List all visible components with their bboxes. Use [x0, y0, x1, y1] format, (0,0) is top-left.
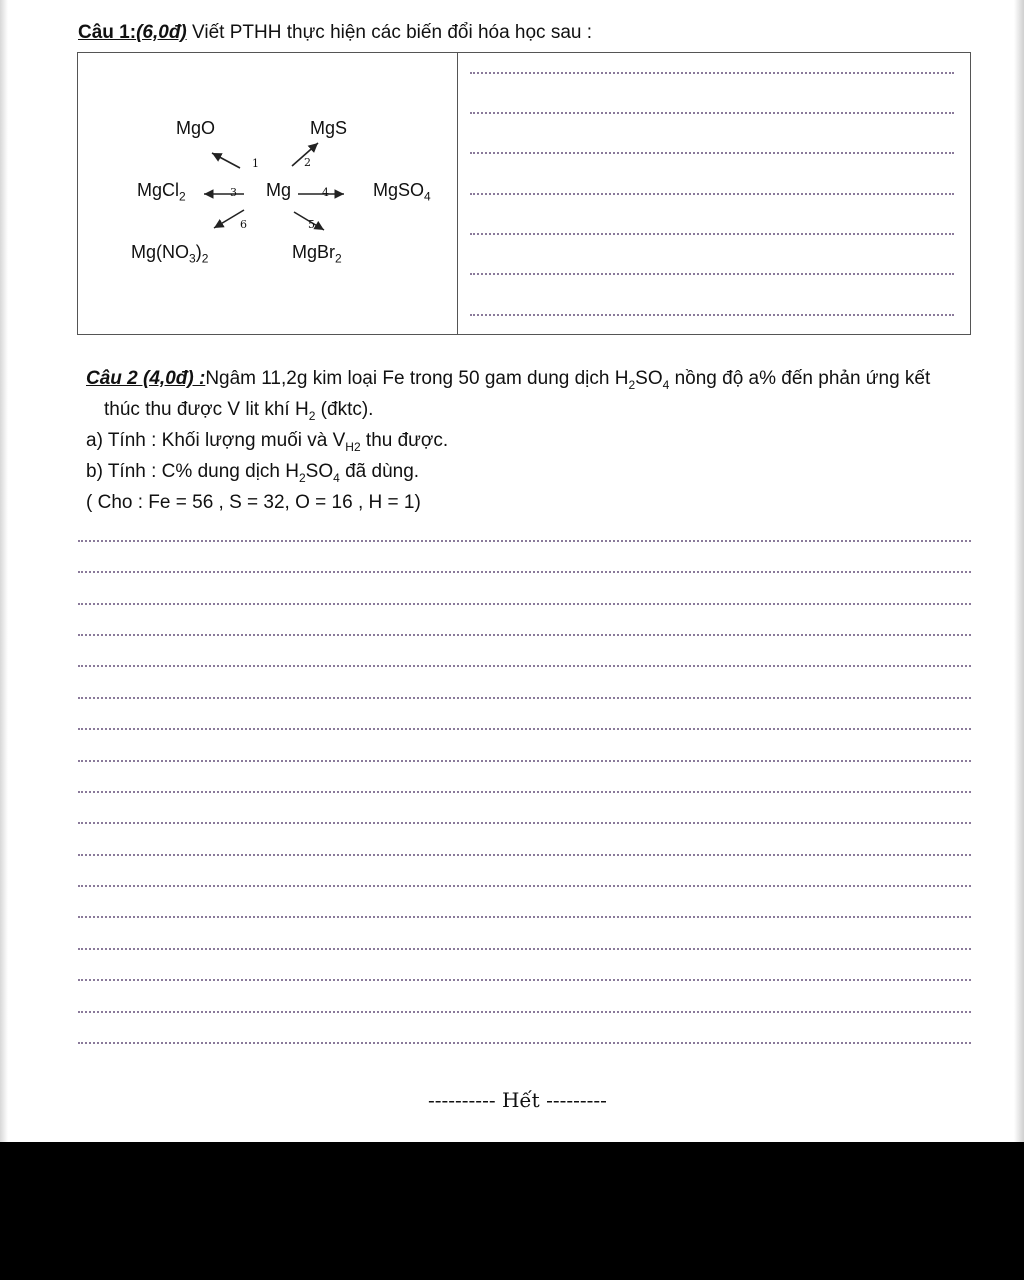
reaction-number-1: 1: [252, 157, 259, 170]
q2-answer-line: [78, 791, 971, 793]
reaction-arrows: [0, 0, 460, 340]
q2-part-a: a) Tính : Khối lượng muối và $V_{H2}$ thu được.: [86, 430, 449, 454]
q1-answer-line: [470, 112, 954, 114]
q2-answer-line: [78, 979, 971, 981]
reaction-number-6: 6: [240, 218, 247, 231]
chem-MgNO32: $Mg(NO_3)_2$: [131, 242, 209, 266]
q2-answer-line: [78, 1042, 971, 1044]
q2-answer-line: [78, 1011, 971, 1013]
end-dash-left: ----------: [428, 1088, 496, 1112]
q1-label: Câu 1:: [78, 22, 137, 43]
q2-given-values: ( Cho : Fe = 56 , S = 32, O = 16 , H = 1): [86, 492, 421, 513]
chem-MgBr2: MgBr$_2$: [292, 242, 342, 266]
q1-answer-line: [470, 273, 954, 275]
q1-score: (6,0đ): [136, 22, 187, 43]
q1-answer-line: [470, 314, 954, 316]
q2-answer-line: [78, 728, 971, 730]
q2-line-2: thúc thu được V lit khí $H_2$ (đktc).: [104, 399, 374, 423]
q2-answer-line: [78, 885, 971, 887]
chem-MgS: MgS: [310, 118, 348, 138]
q2-answer-line: [78, 540, 971, 542]
reaction-number-5: 5: [308, 218, 315, 231]
q2-answer-line: [78, 571, 971, 573]
q2-answer-line: [78, 854, 971, 856]
q2-answer-line: [78, 822, 971, 824]
reaction-number-4: 4: [322, 186, 329, 199]
q2-answer-line: [78, 760, 971, 762]
end-dash-right: ---------: [546, 1088, 607, 1112]
q2-label: Câu 2 (4,0đ) :: [86, 368, 206, 389]
q1-answer-line: [470, 152, 954, 154]
arrow-1-to-MgO: [212, 153, 240, 168]
chem-MgCl2: MgCl$_2$: [137, 180, 186, 204]
reaction-number-2: 2: [304, 156, 311, 169]
chem-Mg: Mg: [266, 180, 292, 200]
q2-answer-line: [78, 634, 971, 636]
q2-part-b: b) Tính : C% dung dịch $H_2SO_4$ đã dùng.: [86, 461, 420, 485]
q2-answer-line: [78, 665, 971, 667]
q1-text: Viết PTHH thực hiện các biến đổi hóa học sau :: [192, 22, 593, 43]
q2-answer-line: [78, 916, 971, 918]
chem-MgO: MgO: [176, 118, 216, 138]
reaction-number-3: 3: [230, 186, 237, 199]
q1-answer-line: [470, 72, 954, 74]
q2-answer-line: [78, 948, 971, 950]
chem-MgSO4: MgSO$_4$: [373, 180, 431, 204]
end-text: Hết: [501, 1088, 540, 1112]
q2-answer-line: [78, 603, 971, 605]
q2-answer-line: [78, 697, 971, 699]
page-edge-right: [1014, 0, 1024, 1142]
q1-answer-line: [470, 233, 954, 235]
q2-line-1: Câu 2 (4,0đ) :Ngâm 11,2g kim loại Fe trong 50 gam dung dịch $H_2SO_4$ nồng độ a% đến phản ứng kết: [86, 368, 931, 392]
end-marker: [428, 1088, 607, 1112]
q1-answer-line: [470, 193, 954, 195]
